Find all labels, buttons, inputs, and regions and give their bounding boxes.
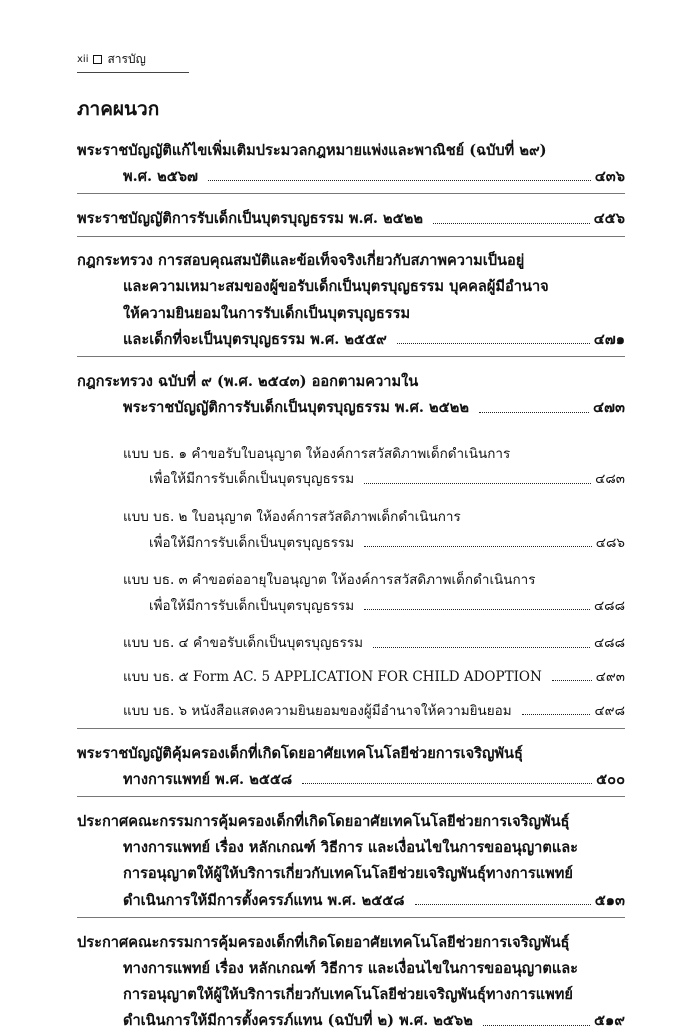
toc-entry-text: พระราชบัญญัติแก้ไขเพิ่มเติมประมวลกฎหมายแพ่งและพาณิชย์ (ฉบับที่ ๒๙) xyxy=(77,141,547,159)
toc-entry-text: ดำเนินการให้มีการตั้งครรภ์แทน พ.ศ. ๒๕๕๘ xyxy=(123,891,405,909)
toc-entry-text: เพื่อให้มีการรับเด็กเป็นบุตรบุญธรรม xyxy=(149,471,355,488)
toc-entry-text: กฎกระทรวง การสอบคุณสมบัติและข้อเท็จจริงเกี่ยวกับสภาพความเป็นอยู่ xyxy=(77,252,525,270)
toc-page-number: ๕๐๐ xyxy=(596,770,625,788)
toc-entry[interactable] xyxy=(77,356,625,415)
header-page-number: xii xyxy=(77,54,89,65)
toc-entry[interactable] xyxy=(77,917,625,1029)
toc-entry[interactable] xyxy=(77,562,625,613)
toc-entry-text: แบบ บธ. ๖ หนังสือแสดงความยินยอมของผู้มีอำนาจให้ความยินยอม xyxy=(123,702,512,719)
dot-leader xyxy=(373,647,590,648)
toc-entry[interactable] xyxy=(77,236,625,348)
toc-page-number: ๔๙๓ xyxy=(595,668,625,685)
toc-entry-text: ทางการแพทย์ เรื่อง หลักเกณฑ์ วิธีการ และเงื่อนไขในการขออนุญาตและ xyxy=(123,839,579,857)
dot-leader xyxy=(208,180,591,181)
dot-leader xyxy=(302,783,592,784)
toc-page-number: ๔๗๓ xyxy=(593,399,625,417)
toc-entry[interactable] xyxy=(77,796,625,908)
toc-page-number: ๕๑๙ xyxy=(594,1012,625,1029)
toc-entry-text: แบบ บธ. ๔ คำขอรับเด็กเป็นบุตรบุญธรรม xyxy=(123,635,364,652)
toc-entry-text: กฎกระทรวง ฉบับที่ ๙ (พ.ศ. ๒๕๔๓) ออกตามความใน xyxy=(77,372,419,390)
toc-entry[interactable] xyxy=(77,193,625,226)
toc-entry-text: เพื่อให้มีการรับเด็กเป็นบุตรบุญธรรม xyxy=(149,534,355,551)
toc-entry-text: ทางการแพทย์ พ.ศ. ๒๕๕๘ xyxy=(123,770,293,788)
toc-entry-text: ให้ความยินยอมในการรับเด็กเป็นบุตรบุญธรรม xyxy=(123,304,411,322)
dot-leader xyxy=(364,483,591,484)
toc-entry-text: พระราชบัญญัติคุ้มครองเด็กที่เกิดโดยอาศัยเทคโนโลยีช่วยการเจริญพันธุ์ xyxy=(77,744,523,762)
toc-page-number: ๔๗๑ xyxy=(593,330,625,348)
toc-entry-text: ประกาศคณะกรรมการคุ้มครองเด็กที่เกิดโดยอาศัยเทคโนโลยีช่วยการเจริญพันธุ์ xyxy=(77,933,570,951)
toc-entry[interactable] xyxy=(77,692,625,718)
dot-leader xyxy=(397,343,590,344)
toc-entry[interactable] xyxy=(77,436,625,487)
dot-leader xyxy=(552,680,592,681)
toc-page-number: ๔๕๖ xyxy=(593,209,625,227)
toc-entry[interactable] xyxy=(77,728,625,787)
toc-entry-text: และความเหมาะสมของผู้ขอรับเด็กเป็นบุตรบุญธรรม บุคคลผู้มีอำนาจ xyxy=(123,278,549,296)
toc-page-number: ๔๘๓ xyxy=(595,471,625,488)
toc-page-number: ๔๘๖ xyxy=(595,534,625,551)
header-title: สารบัญ xyxy=(107,52,146,66)
checkbox-square-icon xyxy=(93,55,102,64)
toc-entry-text: แบบ บธ. ๑ คำขอรับใบอนุญาต ให้องค์การสวัสดิภาพเด็กดำเนินการ xyxy=(123,445,511,462)
toc-entry-text: เพื่อให้มีการรับเด็กเป็นบุตรบุญธรรม xyxy=(149,597,355,614)
toc-entry-text: พ.ศ. ๒๕๖๗ xyxy=(123,167,199,185)
table-of-contents xyxy=(77,132,625,1029)
toc-entry-text: แบบ บธ. ๒ ใบอนุญาต ให้องค์การสวัสดิภาพเด็กดำเนินการ xyxy=(123,508,461,525)
dot-leader xyxy=(483,1025,590,1026)
toc-entry-text: พระราชบัญญัติการรับเด็กเป็นบุตรบุญธรรม พ.ศ. ๒๕๒๒ xyxy=(77,209,423,227)
dot-leader xyxy=(433,223,590,224)
toc-page-number: ๔๘๘ xyxy=(593,635,625,652)
dot-leader xyxy=(415,904,591,905)
dot-leader xyxy=(479,412,589,413)
toc-entry-text: พระราชบัญญัติการรับเด็กเป็นบุตรบุญธรรม พ.ศ. ๒๕๒๒ xyxy=(123,399,469,417)
toc-entry-text: ทางการแพทย์ เรื่อง หลักเกณฑ์ วิธีการ และเงื่อนไขในการขออนุญาตและ xyxy=(123,959,579,977)
running-header xyxy=(77,50,189,73)
toc-entry[interactable] xyxy=(77,499,625,550)
toc-entry-text: การอนุญาตให้ผู้ให้บริการเกี่ยวกับเทคโนโลยีช่วยเจริญพันธุ์ทางการแพทย์ xyxy=(123,865,573,883)
toc-entry-text: แบบ บธ. ๕ Form AC. 5 APPLICATION FOR CHILD ADOPTION xyxy=(123,668,542,685)
toc-page-number: ๔๘๘ xyxy=(593,597,625,614)
toc-entry-text: ประกาศคณะกรรมการคุ้มครองเด็กที่เกิดโดยอาศัยเทคโนโลยีช่วยการเจริญพันธุ์ xyxy=(77,813,570,830)
dot-leader xyxy=(522,714,591,715)
toc-entry[interactable] xyxy=(77,659,625,685)
dot-leader xyxy=(364,609,590,610)
toc-entry-text: และเด็กที่จะเป็นบุตรบุญธรรม พ.ศ. ๒๕๕๙ xyxy=(123,330,387,348)
toc-page-number: ๕๑๓ xyxy=(594,891,625,909)
toc-page-number: ๔๓๖ xyxy=(594,167,625,185)
dot-leader xyxy=(364,546,592,547)
section-title: ภาคผนวก xyxy=(77,98,160,120)
toc-entry[interactable] xyxy=(77,132,625,184)
toc-page-number: ๔๙๘ xyxy=(594,702,625,719)
toc-entry-text: แบบ บธ. ๓ คำขอต่ออายุใบอนุญาต ให้องค์การสวัสดิภาพเด็กดำเนินการ xyxy=(123,572,536,589)
toc-entry-text: การอนุญาตให้ผู้ให้บริการเกี่ยวกับเทคโนโลยีช่วยเจริญพันธุ์ทางการแพทย์ xyxy=(123,986,573,1004)
toc-entry-text: ดำเนินการให้มีการตั้งครรภ์แทน (ฉบับที่ ๒) พ.ศ. ๒๕๖๒ xyxy=(123,1012,473,1029)
toc-entry[interactable] xyxy=(77,625,625,651)
